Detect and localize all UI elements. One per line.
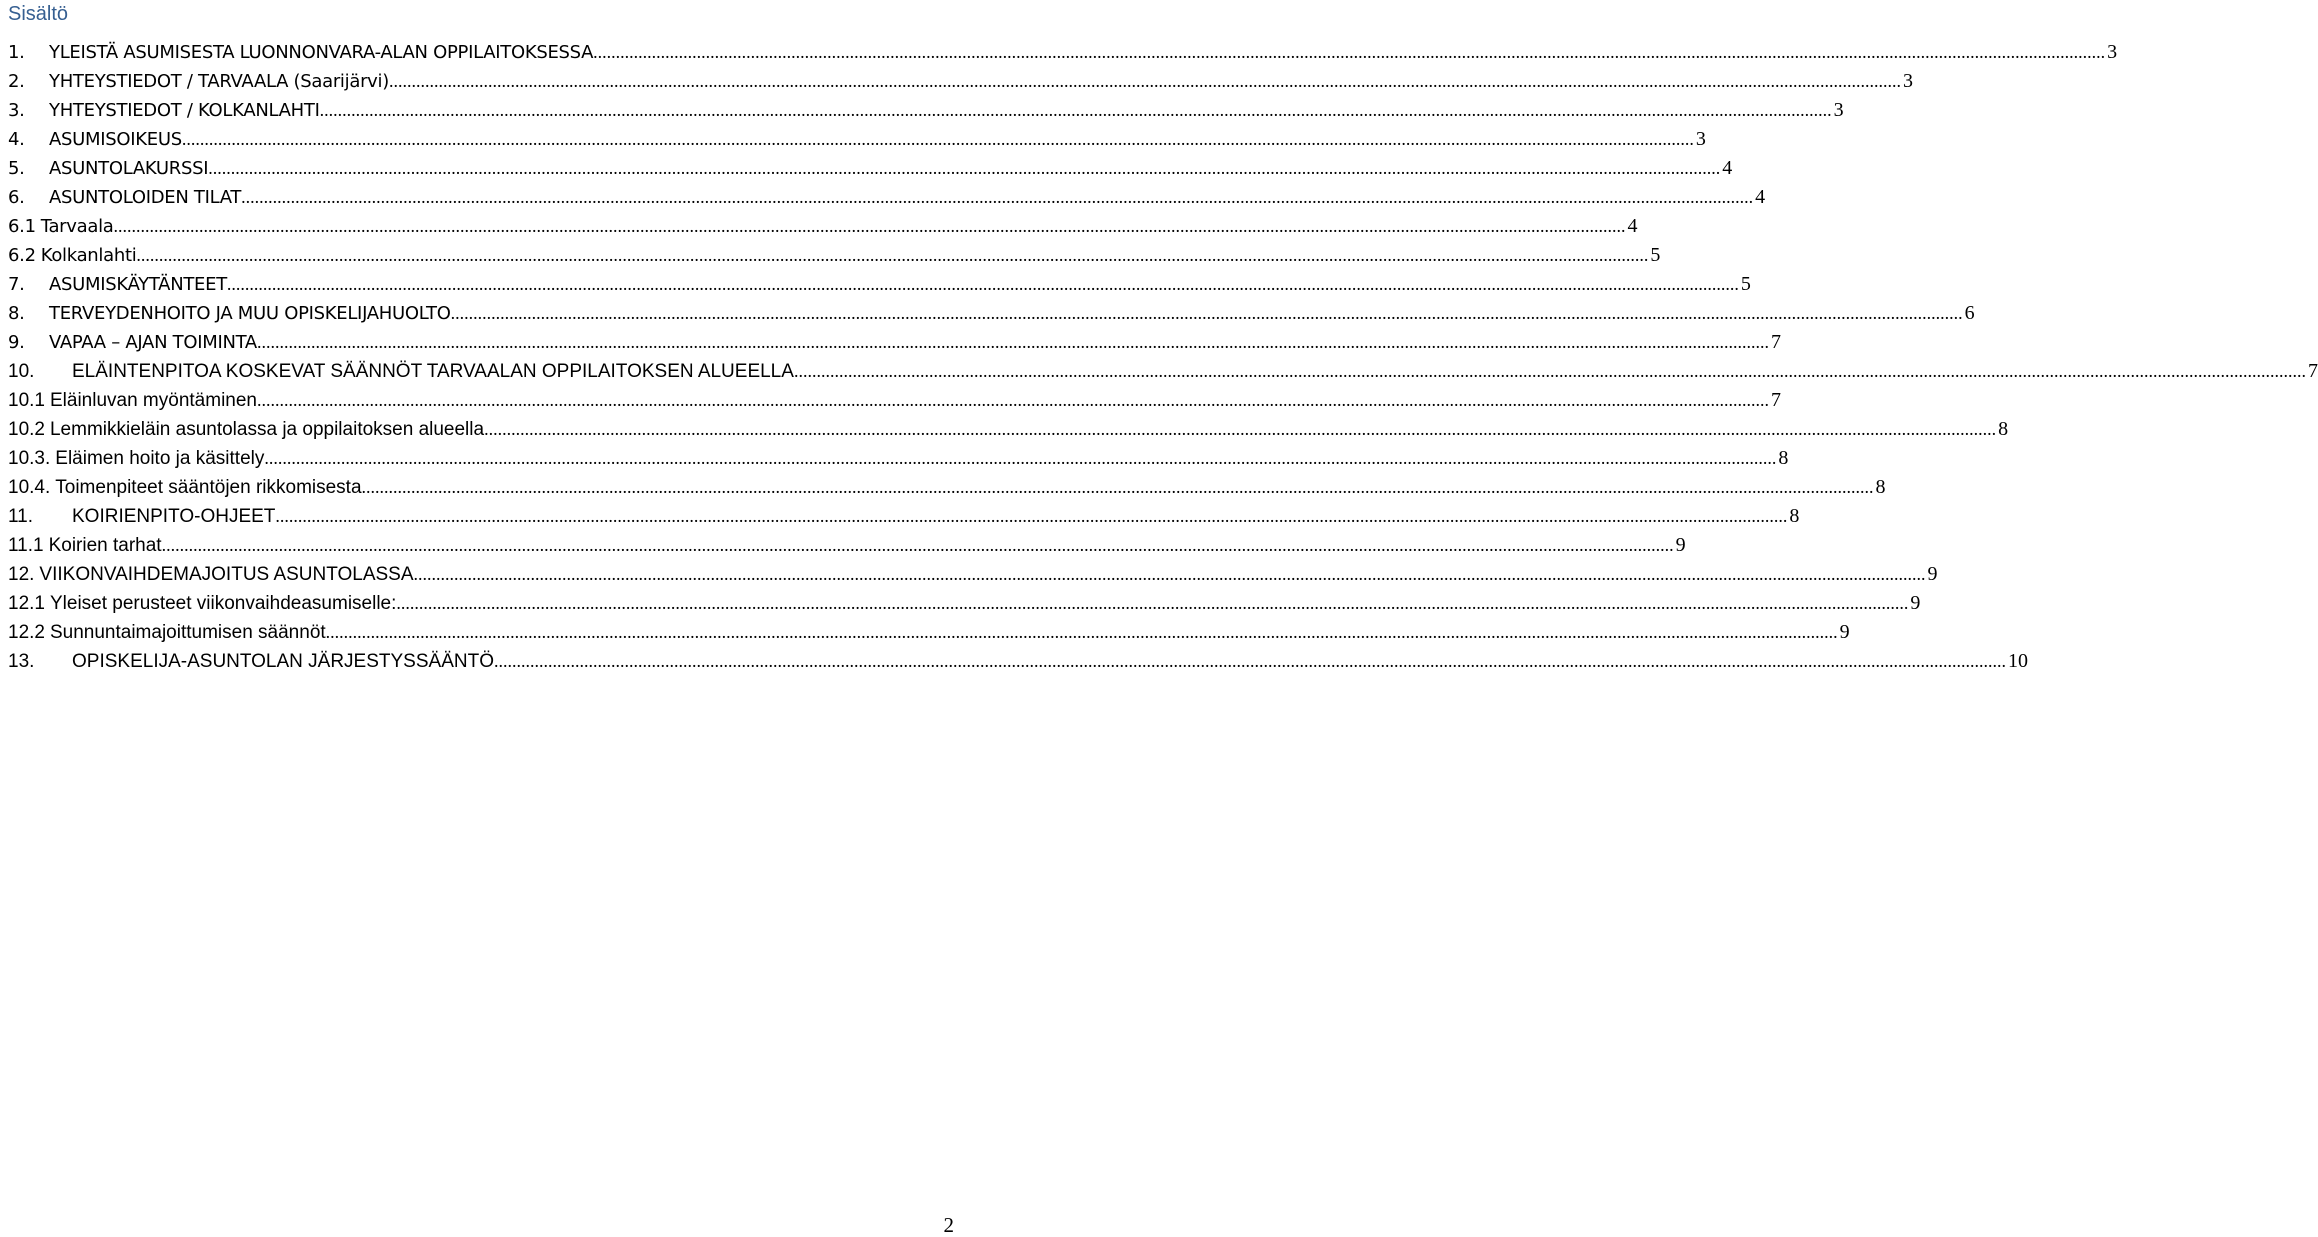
toc-entry-number: 10. — [8, 361, 35, 382]
toc-entry-title: Lemmikkieläin asuntolassa ja oppilaitoksen alueella — [49, 419, 485, 440]
toc-entry-title: YLEISTÄ ASUMISESTA LUONNONVARA-ALAN OPPILAITOKSESSA — [49, 42, 594, 63]
toc-entry[interactable] — [8, 212, 1638, 241]
toc-entry-page: 9 — [1839, 621, 1850, 643]
toc-dot-leader — [320, 96, 1832, 125]
toc-dot-leader — [396, 589, 1908, 618]
toc-entry-title: ASUMISOIKEUS — [49, 129, 182, 150]
toc-dot-leader — [241, 183, 1753, 212]
toc-entry-page: 7 — [1771, 389, 1781, 411]
toc-heading: Sisältö — [8, 3, 69, 25]
toc-entry-page: 3 — [1833, 99, 1844, 121]
toc-entry-title: Yleiset perusteet viikonvaihdeasumiselle: — [49, 593, 397, 614]
toc-entry-title: Koirien tarhat — [48, 535, 162, 556]
toc-entry-page: 3 — [1695, 128, 1706, 150]
toc-dot-leader — [362, 473, 1874, 502]
toc-entry-page: 7 — [1770, 331, 1781, 353]
toc-dot-leader — [257, 328, 1769, 357]
toc-entry[interactable] — [8, 560, 1938, 589]
toc-entry-page: 8 — [1875, 476, 1886, 498]
toc-dot-leader — [451, 299, 1963, 328]
toc-entry-number: 3. — [8, 100, 25, 121]
toc-entry-number: 13. — [8, 651, 35, 672]
toc-entry[interactable] — [8, 386, 1781, 415]
toc-entry[interactable] — [8, 183, 1765, 212]
toc-entry-page: 6 — [1964, 302, 1975, 324]
toc-entry-page: 3 — [1902, 70, 1913, 92]
toc-entry[interactable] — [8, 154, 1732, 183]
toc-entry[interactable] — [8, 357, 2318, 386]
toc-entry[interactable] — [8, 270, 1751, 299]
toc-entry-number: 2. — [8, 71, 25, 92]
toc-entry[interactable] — [8, 96, 1844, 125]
toc-entry-number: 10.3. — [8, 448, 51, 469]
toc-entry-number: 5. — [8, 158, 25, 179]
toc-entry-title: YHTEYSTIEDOT / TARVAALA (Saarijärvi) — [49, 71, 389, 92]
toc-list — [8, 38, 2318, 676]
toc-dot-leader — [208, 154, 1720, 183]
toc-entry[interactable] — [8, 531, 1686, 560]
toc-entry[interactable] — [8, 415, 2009, 444]
toc-entry-number: 10.4. — [8, 477, 51, 498]
toc-entry[interactable] — [8, 618, 1850, 647]
toc-entry[interactable] — [8, 67, 1913, 96]
toc-dot-leader — [227, 270, 1739, 299]
toc-entry-number: 8. — [8, 303, 25, 324]
toc-entry[interactable] — [8, 125, 1706, 154]
toc-entry-page: 4 — [1722, 157, 1732, 179]
toc-entry[interactable] — [8, 38, 2117, 67]
toc-entry-page: 5 — [1650, 244, 1661, 266]
toc-dot-leader — [257, 386, 1769, 415]
toc-entry-number: 6.2 — [8, 245, 36, 266]
toc-entry-number: 10.2 — [8, 419, 45, 440]
toc-entry-number: 7. — [8, 274, 25, 295]
toc-entry-title: Kolkanlahti — [40, 245, 137, 266]
toc-entry-title: Tarvaala — [40, 216, 114, 237]
toc-entry-page: 9 — [1927, 563, 1938, 585]
toc-dot-leader — [494, 647, 2006, 676]
toc-entry-number: 11.1 — [8, 535, 44, 556]
toc-entry-page: 9 — [1910, 592, 1921, 614]
toc-entry-number: 6.1 — [8, 216, 36, 237]
toc-dot-leader — [794, 357, 2306, 386]
toc-entry-page: 9 — [1675, 534, 1686, 556]
toc-dot-leader — [136, 241, 1648, 270]
toc-dot-leader — [162, 531, 1674, 560]
toc-entry-title: YHTEYSTIEDOT / KOLKANLAHTI — [49, 100, 320, 121]
toc-entry-number: 1. — [8, 42, 25, 63]
toc-dot-leader — [264, 444, 1776, 473]
toc-entry-number: 12. — [8, 564, 35, 585]
page-number: 2 — [943, 1213, 954, 1237]
toc-entry-page: 3 — [2107, 41, 2117, 63]
toc-entry-number: 9. — [8, 332, 25, 353]
toc-dot-leader — [326, 618, 1838, 647]
toc-entry-title: Toimenpiteet sääntöjen rikkomisesta — [55, 477, 362, 498]
toc-entry[interactable] — [8, 444, 1789, 473]
toc-entry-title: ASUNTOLAKURSSI — [49, 158, 209, 179]
toc-entry-title: KOIRIENPITO-OHJEET — [72, 506, 276, 527]
toc-entry[interactable] — [8, 589, 1921, 618]
toc-entry-number: 11. — [8, 506, 34, 527]
toc-dot-leader — [389, 67, 1901, 96]
toc-entry-title: Eläinluvan myöntäminen — [49, 390, 257, 411]
toc-entry-number: 10.1 — [8, 390, 45, 411]
toc-entry[interactable] — [8, 473, 1886, 502]
toc-dot-leader — [593, 38, 2105, 67]
toc-entry-title: Sunnuntaimajoittumisen säännöt — [49, 622, 326, 643]
toc-entry-page: 8 — [1778, 447, 1789, 469]
toc-entry[interactable] — [8, 328, 1781, 357]
toc-entry-page: 4 — [1627, 215, 1638, 237]
toc-entry-page: 5 — [1740, 273, 1751, 295]
toc-entry-title: OPISKELIJA-ASUNTOLAN JÄRJESTYSSÄÄNTÖ — [72, 651, 494, 672]
toc-entry[interactable] — [8, 502, 1800, 531]
toc-entry-title: Eläimen hoito ja käsittely — [55, 448, 265, 469]
toc-entry-page: 7 — [2307, 360, 2318, 382]
toc-entry-title: ELÄINTENPITOA KOSKEVAT SÄÄNNÖT TARVAALAN OPPILAITOKSEN ALUEELLA — [72, 361, 794, 382]
toc-dot-leader — [114, 212, 1626, 241]
toc-entry-page: 4 — [1755, 186, 1765, 208]
toc-entry-number: 12.1 — [8, 593, 45, 614]
toc-dot-leader — [275, 502, 1787, 531]
toc-entry-title: ASUMISKÄYTÄNTEET — [49, 274, 227, 295]
toc-entry[interactable] — [8, 299, 1975, 328]
toc-dot-leader — [414, 560, 1926, 589]
toc-entry-page: 8 — [1789, 505, 1800, 527]
toc-entry-title: TERVEYDENHOITO JA MUU OPISKELIJAHUOLTO — [49, 303, 451, 324]
toc-entry-number: 4. — [8, 129, 25, 150]
toc-entry-title: ASUNTOLOIDEN TILAT — [49, 187, 242, 208]
toc-entry-page: 10 — [2007, 650, 2028, 672]
toc-entry-number: 6. — [8, 187, 25, 208]
toc-entry[interactable] — [8, 647, 2028, 676]
toc-dot-leader — [182, 125, 1694, 154]
toc-entry-number: 12.2 — [8, 622, 45, 643]
toc-entry-page: 8 — [1998, 418, 2009, 440]
toc-entry-title: VIIKONVAIHDEMAJOITUS ASUNTOLASSA — [39, 564, 414, 585]
toc-entry-title: VAPAA – AJAN TOIMINTA — [49, 332, 257, 353]
toc-dot-leader — [484, 415, 1996, 444]
toc-entry[interactable] — [8, 241, 1661, 270]
